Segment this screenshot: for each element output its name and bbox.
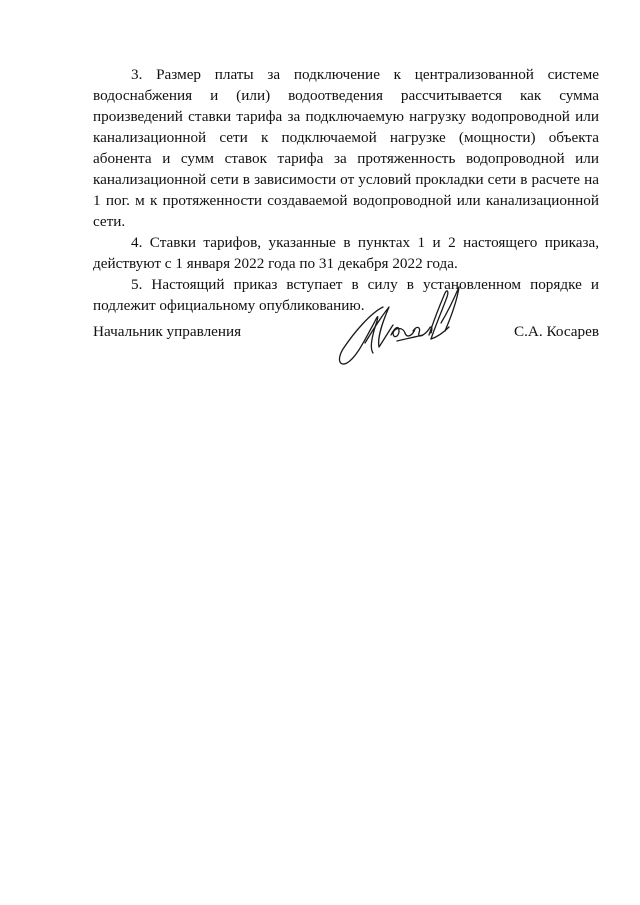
handwritten-signature <box>333 283 468 373</box>
paragraph-3: 3. Размер платы за подключение к централизованной системе водоснабжения и (или) водоотведения рассчитывается как сумма произведений ставки тарифа за подключаемую нагрузку водопроводной или канализационной сети к подключаемой нагрузке (мощности) объекта абонента и сумм ставок тарифа за протяженность водопроводной или канализационной сети в зависимости от условий прокладки сети в расчете на 1 пог. м к протяженности создаваемой водопроводной или канализационной сети. <box>93 66 599 230</box>
signatory-name: С.А. Косарев <box>513 323 599 340</box>
paragraph-5: 5. Настоящий приказ вступает в силу в установленном порядке и подлежит официальному опубликованию. <box>93 276 599 314</box>
paragraph-4: 4. Ставки тарифов, указанные в пунктах 1 и 2 настоящего приказа, действуют с 1 января 2022 года по 31 декабря 2022 года. <box>93 234 599 272</box>
signatory-title: Начальник управления <box>93 323 242 340</box>
document-body <box>93 64 599 316</box>
